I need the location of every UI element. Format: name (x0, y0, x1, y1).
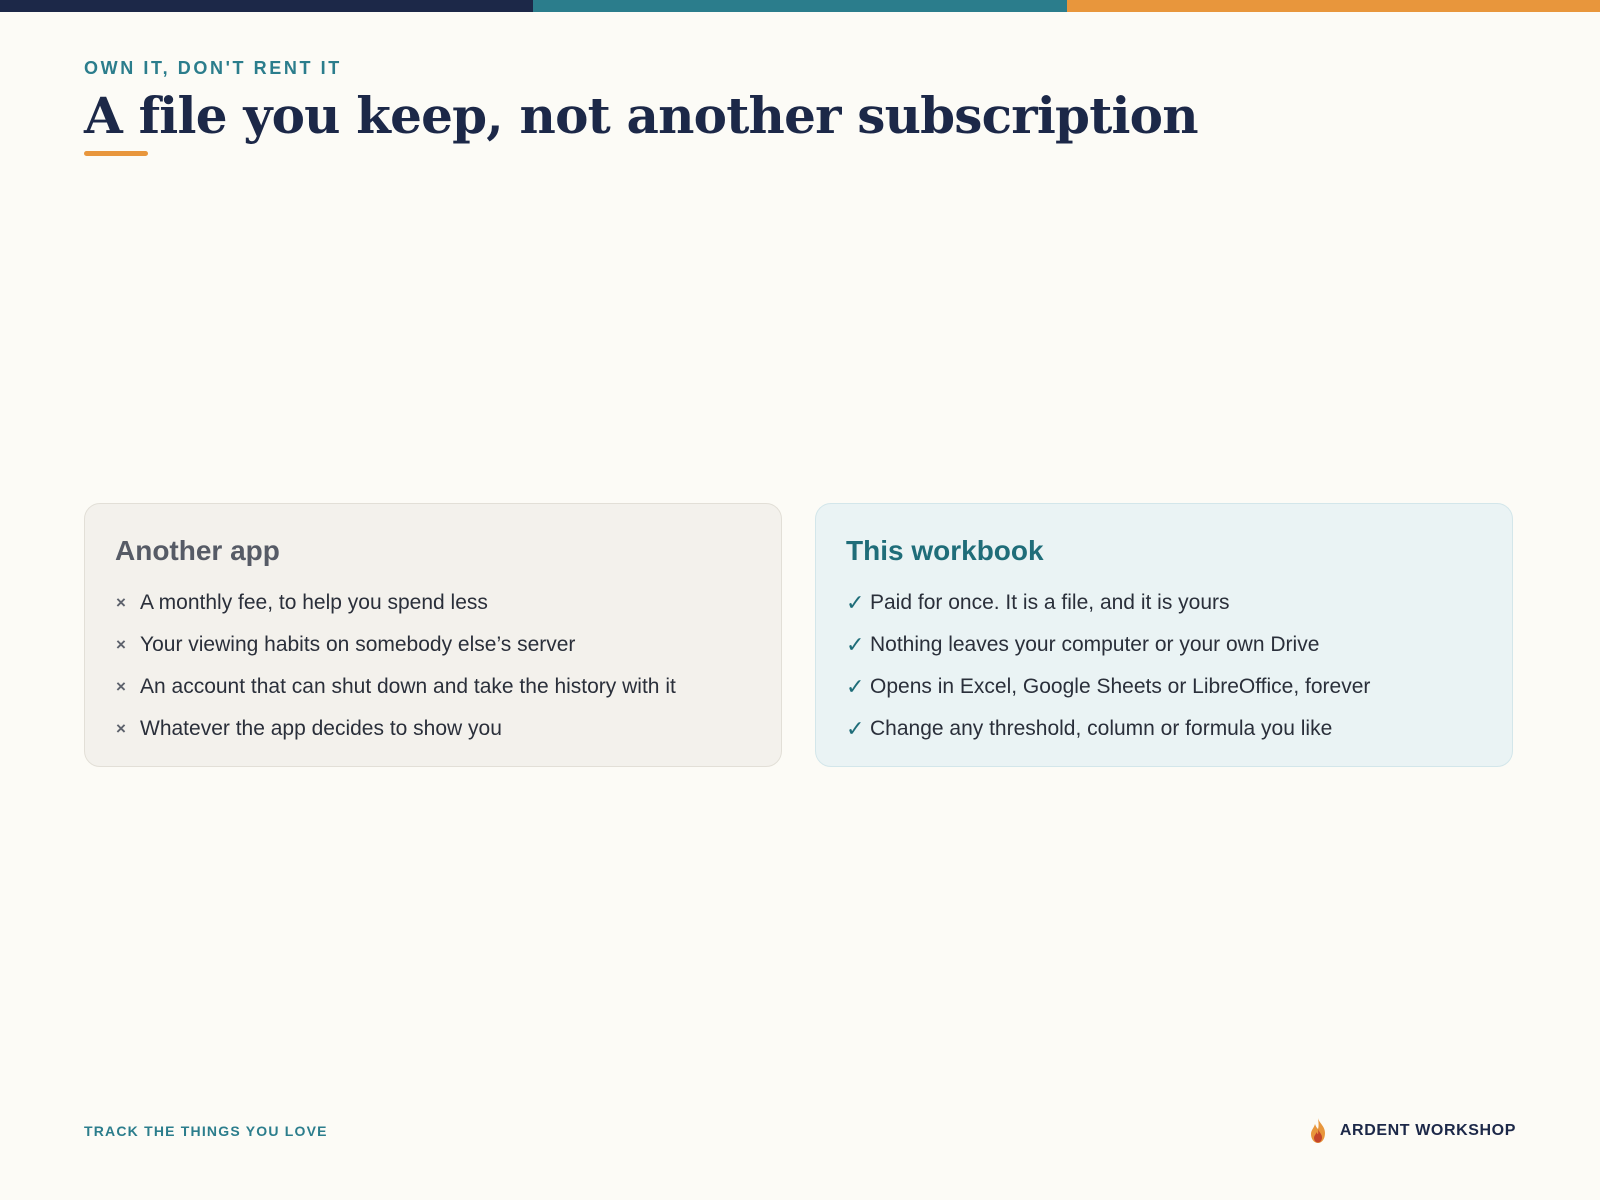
another-app-card (84, 503, 782, 767)
section-eyebrow: OWN IT, DON'T RENT IT (84, 58, 342, 78)
check-icon: ✓ (846, 674, 865, 699)
list-item-text: Change any threshold, column or formula you like (870, 717, 1333, 740)
list-item (115, 666, 751, 708)
list-item (846, 708, 1482, 750)
cross-icon: × (116, 677, 126, 696)
top-bar-segment-teal (533, 0, 1066, 12)
this-workbook-card-title: This workbook (846, 535, 1044, 566)
brand-lockup (1306, 1117, 1516, 1145)
cross-icon: × (116, 719, 126, 738)
list-item (115, 582, 751, 624)
list-item-text: An account that can shut down and take the history with it (140, 675, 676, 698)
list-item-text: A monthly fee, to help you spend less (140, 591, 488, 614)
page-title: A file you keep, not another subscription (84, 86, 1198, 145)
list-item (115, 624, 751, 666)
list-item-text: Opens in Excel, Google Sheets or LibreOffice, forever (870, 675, 1371, 698)
footer-tagline: TRACK THE THINGS YOU LOVE (84, 1123, 328, 1139)
title-underline (84, 151, 148, 156)
this-workbook-list (846, 582, 1482, 750)
flame-logo-icon (1306, 1117, 1330, 1145)
list-item (846, 666, 1482, 708)
list-item-text: Paid for once. It is a file, and it is yours (870, 591, 1230, 614)
top-bar-segment-orange (1067, 0, 1600, 12)
cross-icon: × (116, 593, 126, 612)
this-workbook-card (815, 503, 1513, 767)
check-icon: ✓ (846, 632, 865, 657)
top-accent-bar (0, 0, 1600, 12)
list-item (115, 708, 751, 750)
list-item (846, 582, 1482, 624)
top-bar-segment-navy (0, 0, 533, 12)
cross-icon: × (116, 635, 126, 654)
check-icon: ✓ (846, 590, 865, 615)
list-item (846, 624, 1482, 666)
list-item-text: Whatever the app decides to show you (140, 717, 502, 740)
list-item-text: Your viewing habits on somebody else’s server (140, 633, 576, 656)
brand-name: ARDENT WORKSHOP (1339, 1122, 1516, 1139)
list-item-text: Nothing leaves your computer or your own Drive (870, 633, 1320, 656)
another-app-card-title: Another app (115, 535, 280, 566)
check-icon: ✓ (846, 716, 865, 741)
another-app-list (115, 582, 751, 750)
